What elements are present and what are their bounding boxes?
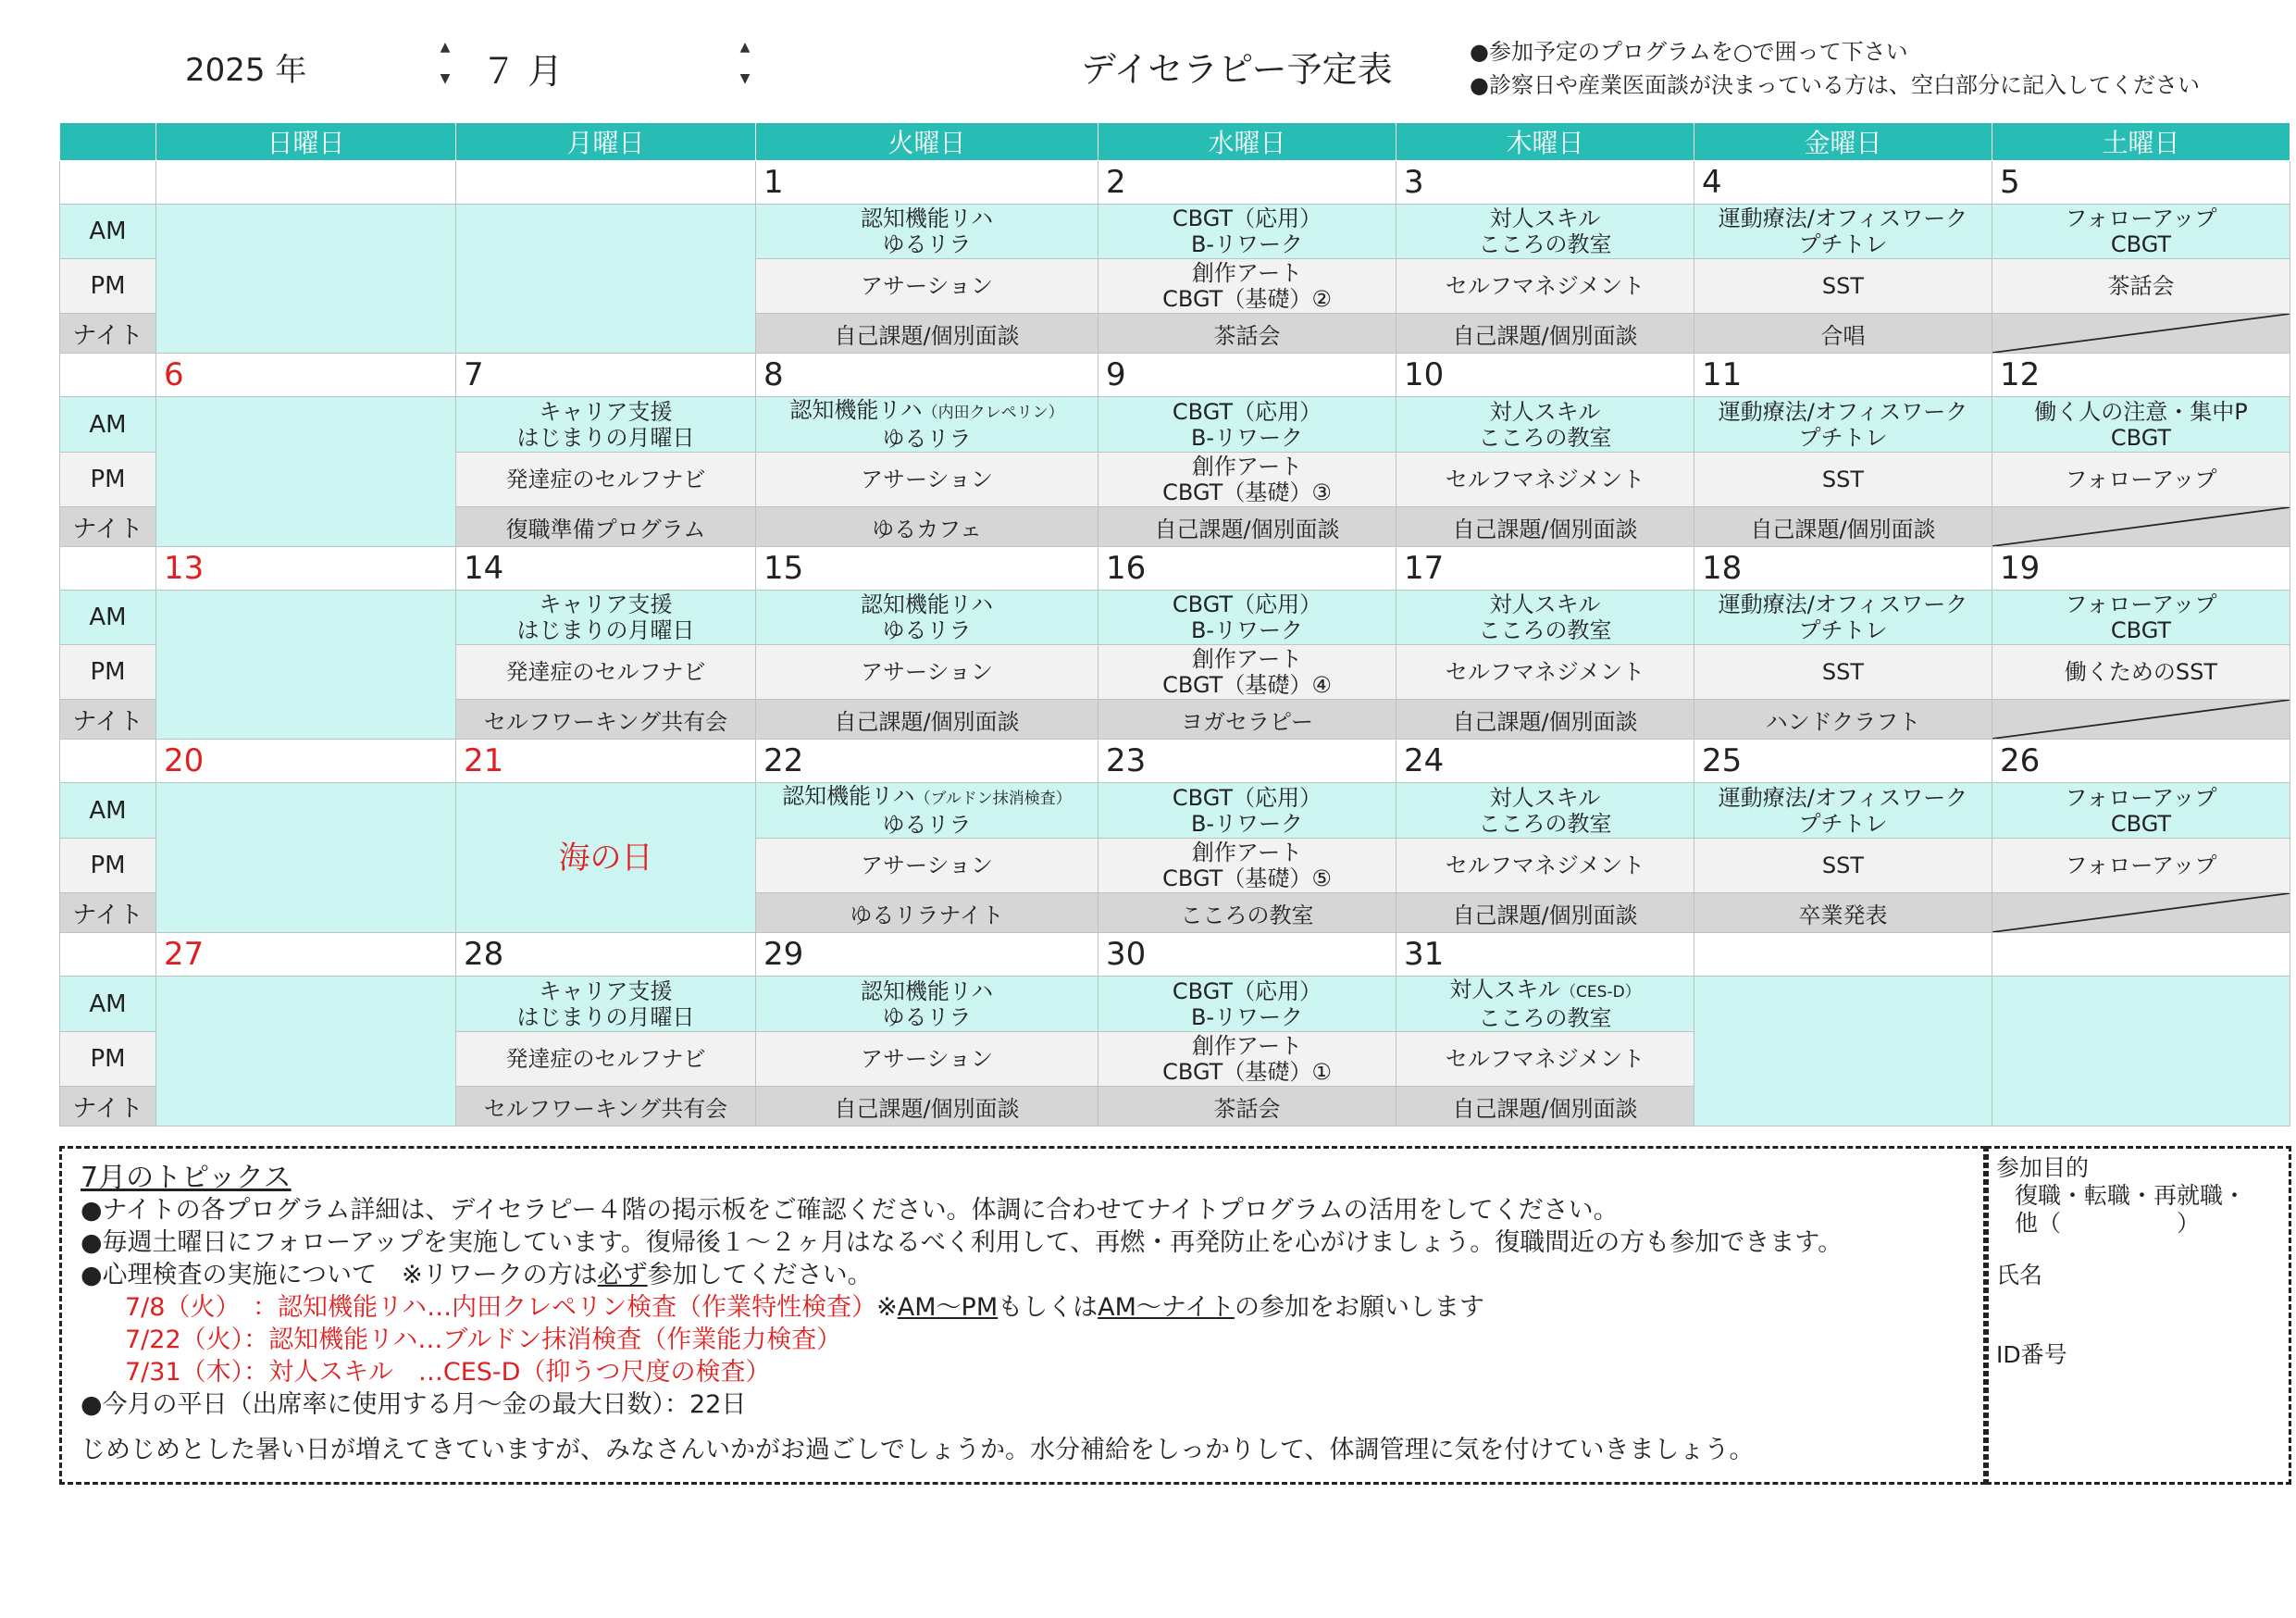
am-label: AM — [60, 591, 156, 645]
pm-tue[interactable] — [756, 259, 1098, 314]
purpose-options[interactable]: 復職・転職・再就職・ — [2015, 1182, 2247, 1209]
am-test-note: （内田クレペリン） — [922, 404, 1064, 422]
pm-thu[interactable] — [1396, 645, 1694, 700]
red1-b: ※ — [876, 1293, 898, 1322]
am-wed[interactable] — [1098, 977, 1396, 1032]
pm-program-label: アサーション — [860, 659, 994, 685]
night-thu[interactable] — [1396, 314, 1694, 354]
night-sat — [1992, 507, 2290, 547]
sunday-closed-cell — [156, 783, 456, 933]
am-program-label: キャリア支援 はじまりの月曜日 — [516, 591, 695, 643]
page-title: デイセラピー予定表 — [1081, 49, 1393, 90]
pm-program-label: セルフマネジメント — [1445, 467, 1645, 492]
pm-label: PM — [60, 1032, 156, 1087]
pm-program-label: アサーション — [860, 467, 994, 492]
am-mon[interactable] — [456, 397, 756, 453]
am-tue[interactable] — [756, 397, 1098, 453]
topic-weekdays: ●今月の平日（出席率に使用する月～金の最大日数）：22日 — [81, 1390, 747, 1419]
empty-day-cell — [1992, 977, 2290, 1126]
am-program-label: 認知機能リハ — [782, 783, 915, 809]
topic-psych-b: 必ず — [597, 1261, 648, 1289]
night-thu[interactable] — [1396, 507, 1694, 547]
sunday-closed-cell — [156, 205, 456, 354]
note-blank: ●診察日や産業医面談が決まっている方は、空白部分に記入してください — [1470, 72, 2200, 98]
pm-program-label: アサーション — [860, 1046, 994, 1072]
night-tue[interactable] — [756, 700, 1098, 740]
purpose-other[interactable]: 他（ ） — [2015, 1210, 2201, 1237]
pm-label: PM — [60, 259, 156, 314]
night-program-label: 自己課題/個別面談 — [834, 708, 1020, 735]
night-program-label: 自己課題/個別面談 — [1154, 516, 1340, 542]
pm-program-label: 発達症のセルフナビ — [505, 467, 706, 492]
am-row — [60, 783, 2290, 839]
pm-mon[interactable] — [456, 1032, 756, 1087]
am-program-label: キャリア支援 はじまりの月曜日 — [516, 398, 695, 451]
pm-thu[interactable] — [1396, 1032, 1694, 1087]
am-program-label: 対人スキル こころの教室 — [1478, 591, 1612, 643]
date-label-cell — [60, 740, 156, 783]
am-program-label: 対人スキル こころの教室 — [1478, 784, 1612, 837]
date-fri — [1694, 933, 1992, 977]
pm-tue[interactable] — [756, 1032, 1098, 1087]
date-row — [60, 547, 2290, 591]
night-program-label: セルフワーキング共有会 — [483, 708, 728, 735]
night-tue[interactable] — [756, 1087, 1098, 1126]
date-sat: 19 — [1992, 547, 2290, 591]
night-mon[interactable] — [456, 700, 756, 740]
night-label: ナイト — [60, 314, 156, 354]
am-sat[interactable] — [1992, 591, 2290, 645]
pm-program-label: 創作アート CBGT（基礎）④ — [1162, 646, 1332, 698]
pm-label: PM — [60, 839, 156, 893]
am-test-note: （ブルドン抹消検査） — [914, 790, 1072, 808]
am-label: AM — [60, 205, 156, 259]
am-program-label: CBGT（応用） B-リワーク — [1172, 205, 1322, 257]
am-program-label: 運動療法/オフィスワーク プチトレ — [1718, 205, 1968, 257]
pm-program-label: セルフマネジメント — [1445, 659, 1645, 685]
date-sun: 13 — [156, 547, 456, 591]
am-program-label: 認知機能リハ ゆるリラ — [860, 977, 994, 1030]
am-thu[interactable] — [1396, 591, 1694, 645]
pm-program-label: SST — [1821, 853, 1865, 878]
pm-sat[interactable] — [1992, 453, 2290, 507]
date-label-cell — [60, 354, 156, 397]
pm-program-label: 発達症のセルフナビ — [505, 659, 706, 685]
night-sat — [1992, 893, 2290, 933]
am-program-label: CBGT（応用） B-リワーク — [1172, 977, 1322, 1030]
page-header — [0, 0, 2296, 120]
weekday-fri: 金曜日 — [1694, 123, 1992, 161]
pm-program-label: 発達症のセルフナビ — [505, 1046, 706, 1072]
date-label-cell — [60, 161, 156, 205]
am-sat[interactable] — [1992, 397, 2290, 453]
night-program-label: ヨガセラピー — [1180, 708, 1314, 735]
pm-thu[interactable] — [1396, 259, 1694, 314]
unavailable-slash-icon — [1992, 700, 2290, 739]
am-program-label: CBGT（応用） B-リワーク — [1172, 398, 1322, 451]
date-sun — [156, 161, 456, 205]
am-fri[interactable] — [1694, 205, 1992, 259]
night-program-label: 茶話会 — [1213, 1095, 1281, 1122]
am-label: AM — [60, 783, 156, 839]
topic-red-2: 7/22（火）：認知機能リハ…ブルドン抹消検査（作業能力検査） — [125, 1326, 842, 1354]
date-wed: 2 — [1098, 161, 1396, 205]
am-program-sub: こころの教室 — [1478, 1005, 1612, 1031]
sunday-closed-cell — [156, 397, 456, 547]
pm-program-label: アサーション — [860, 273, 994, 299]
topics-heading: 7月のトピックス — [81, 1162, 292, 1194]
pm-fri[interactable] — [1694, 839, 1992, 893]
pm-fri[interactable] — [1694, 645, 1992, 700]
am-program-label: 対人スキル こころの教室 — [1478, 205, 1612, 257]
am-program-label: 運動療法/オフィスワーク プチトレ — [1718, 591, 1968, 643]
am-cell-line — [756, 783, 1098, 812]
red1-e: AM～ナイト — [1098, 1293, 1235, 1322]
pm-program-label: SST — [1821, 659, 1865, 685]
am-row — [60, 397, 2290, 453]
am-tue[interactable] — [756, 783, 1098, 839]
pm-label: PM — [60, 453, 156, 507]
red1-d: もしくは — [998, 1293, 1098, 1322]
unavailable-slash-icon — [1992, 507, 2290, 546]
night-wed[interactable] — [1098, 507, 1396, 547]
pm-program-label: 創作アート CBGT（基礎）⑤ — [1162, 840, 1332, 891]
pm-sat[interactable] — [1992, 259, 2290, 314]
date-tue: 8 — [756, 354, 1098, 397]
month-down-icon[interactable]: ▼ — [739, 71, 751, 86]
date-wed: 30 — [1098, 933, 1396, 977]
am-program-sub: ゆるリラ — [882, 812, 972, 838]
participant-box — [1986, 1146, 2291, 1485]
am-program-label: キャリア支援 はじまりの月曜日 — [516, 977, 695, 1030]
am-program-label: フォローアップ CBGT — [2065, 591, 2217, 643]
weekday-tue: 火曜日 — [756, 123, 1098, 161]
date-fri: 4 — [1694, 161, 1992, 205]
am-cell-line — [1396, 977, 1694, 1005]
date-row — [60, 354, 2290, 397]
date-wed: 16 — [1098, 547, 1396, 591]
topic-red-3: 7/31（木）：対人スキル …CES-D（抑うつ尺度の検査） — [125, 1358, 771, 1387]
night-wed[interactable] — [1098, 893, 1396, 933]
night-program-label: 自己課題/個別面談 — [1452, 708, 1638, 735]
date-tue: 22 — [756, 740, 1098, 783]
am-mon[interactable] — [456, 591, 756, 645]
am-row — [60, 591, 2290, 645]
date-label-cell — [60, 547, 156, 591]
am-thu[interactable] — [1396, 783, 1694, 839]
am-label: AM — [60, 397, 156, 453]
night-program-label: ゆるカフェ — [872, 516, 982, 542]
weekday-wed: 水曜日 — [1098, 123, 1396, 161]
pm-program-label: フォローアップ — [2065, 853, 2217, 878]
date-thu: 10 — [1396, 354, 1694, 397]
sunday-closed-cell — [156, 977, 456, 1126]
am-program-label: 認知機能リハ — [789, 397, 923, 423]
am-fri[interactable] — [1694, 397, 1992, 453]
topic-greeting: じめじめとした暑い日が増えてきていますが、みなさんいかがお過ごしでしょうか。水分補給をしっかりして、体調管理に気を付けていきましょう。 — [81, 1436, 1755, 1464]
month-spinner[interactable] — [735, 33, 755, 96]
date-sat: 26 — [1992, 740, 2290, 783]
date-sat — [1992, 933, 2290, 977]
date-wed: 23 — [1098, 740, 1396, 783]
night-fri[interactable] — [1694, 893, 1992, 933]
am-program-label: 認知機能リハ ゆるリラ — [860, 205, 994, 257]
topic-red-1 — [81, 1291, 1965, 1324]
am-wed[interactable] — [1098, 205, 1396, 259]
topic-psych-a: ●心理検査の実施について ※リワークの方は — [81, 1261, 598, 1289]
night-mon[interactable] — [456, 1087, 756, 1126]
pm-fri[interactable] — [1694, 259, 1992, 314]
pm-wed[interactable] — [1098, 259, 1396, 314]
am-fri[interactable] — [1694, 783, 1992, 839]
night-label: ナイト — [60, 893, 156, 933]
date-mon — [456, 161, 756, 205]
pm-program-label: セルフマネジメント — [1445, 1046, 1645, 1072]
am-tue[interactable] — [756, 205, 1098, 259]
pm-fri[interactable] — [1694, 453, 1992, 507]
pm-wed[interactable] — [1098, 1032, 1396, 1087]
pm-program-label: SST — [1821, 467, 1865, 492]
topic-psych-test — [81, 1259, 1965, 1291]
pm-program-label: 働くためのSST — [2064, 659, 2218, 685]
night-program-label: 復職準備プログラム — [505, 516, 706, 542]
red1-a: 7/8（火） ：認知機能リハ…内田クレペリン検査（作業特性検査） — [125, 1293, 877, 1322]
date-mon: 21 — [456, 740, 756, 783]
am-program-label: フォローアップ CBGT — [2065, 784, 2217, 837]
night-wed[interactable] — [1098, 700, 1396, 740]
pm-tue[interactable] — [756, 453, 1098, 507]
pm-program-label: フォローアップ — [2065, 467, 2217, 492]
night-fri[interactable] — [1694, 507, 1992, 547]
pm-program-label: 茶話会 — [2107, 273, 2175, 299]
date-sun: 27 — [156, 933, 456, 977]
weekday-sun: 日曜日 — [156, 123, 456, 161]
date-tue: 1 — [756, 161, 1098, 205]
date-mon: 14 — [456, 547, 756, 591]
date-fri: 25 — [1694, 740, 1992, 783]
am-label: AM — [60, 977, 156, 1032]
date-wed: 9 — [1098, 354, 1396, 397]
am-thu[interactable] — [1396, 397, 1694, 453]
night-label: ナイト — [60, 507, 156, 547]
pm-wed[interactable] — [1098, 645, 1396, 700]
pm-tue[interactable] — [756, 839, 1098, 893]
red1-c: AM～PM — [897, 1293, 999, 1322]
year-spinner[interactable] — [435, 33, 455, 96]
pm-sat[interactable] — [1992, 645, 2290, 700]
weekday-header-row — [60, 123, 2290, 161]
pm-program-label: 創作アート CBGT（基礎）③ — [1162, 454, 1332, 505]
am-sat[interactable] — [1992, 783, 2290, 839]
night-tue[interactable] — [756, 314, 1098, 354]
night-program-label: 卒業発表 — [1798, 902, 1888, 928]
night-program-label: こころの教室 — [1180, 902, 1314, 928]
year-down-icon[interactable]: ▼ — [440, 71, 451, 86]
month-value: ７ 月 — [481, 51, 564, 92]
pm-thu[interactable] — [1396, 453, 1694, 507]
pm-mon[interactable] — [456, 645, 756, 700]
pm-program-label: 創作アート CBGT（基礎）① — [1162, 1033, 1332, 1085]
pm-program-label: セルフマネジメント — [1445, 273, 1645, 299]
date-thu: 24 — [1396, 740, 1694, 783]
pm-sat[interactable] — [1992, 839, 2290, 893]
pm-wed[interactable] — [1098, 453, 1396, 507]
night-thu[interactable] — [1396, 700, 1694, 740]
am-row — [60, 977, 2290, 1032]
schedule-calendar — [59, 122, 2290, 1126]
pm-program-label: 創作アート CBGT（基礎）② — [1162, 260, 1332, 312]
name-label: 氏名 — [1996, 1262, 2043, 1288]
date-row — [60, 161, 2290, 205]
unavailable-slash-icon — [1992, 893, 2290, 932]
am-program-label: 働く人の注意・集中P CBGT — [2034, 398, 2248, 451]
topic-followup: ●毎週土曜日にフォローアップを実施しています。復帰後１～２ヶ月はなるべく利用して、再燃・再発防止を心がけましょう。復職間近の方も参加できます。 — [81, 1228, 1843, 1257]
night-program-label: ゆるリラナイト — [850, 902, 1004, 928]
pm-mon[interactable] — [456, 453, 756, 507]
month-up-icon[interactable]: ▲ — [739, 40, 751, 55]
am-program-label: 運動療法/オフィスワーク プチトレ — [1718, 784, 1968, 837]
pm-program-label: セルフマネジメント — [1445, 853, 1645, 878]
night-sat — [1992, 700, 2290, 740]
date-sat: 5 — [1992, 161, 2290, 205]
night-fri[interactable] — [1694, 700, 1992, 740]
holiday-cell: 海の日 — [456, 783, 756, 933]
night-program-label: 自己課題/個別面談 — [834, 322, 1020, 349]
night-thu[interactable] — [1396, 1087, 1694, 1126]
date-fri: 11 — [1694, 354, 1992, 397]
header-corner — [60, 123, 156, 161]
am-row — [60, 205, 2290, 259]
night-program-label: 茶話会 — [1213, 322, 1281, 349]
am-program-label: 対人スキル こころの教室 — [1478, 398, 1612, 451]
night-tue[interactable] — [756, 507, 1098, 547]
night-sat — [1992, 314, 2290, 354]
weekday-mon: 月曜日 — [456, 123, 756, 161]
empty-day-cell — [1694, 977, 1992, 1126]
am-program-label: CBGT（応用） B-リワーク — [1172, 591, 1322, 643]
night-thu[interactable] — [1396, 893, 1694, 933]
night-program-label: 自己課題/個別面談 — [1452, 516, 1638, 542]
am-program-label: 運動療法/オフィスワーク プチトレ — [1718, 398, 1968, 451]
pm-wed[interactable] — [1098, 839, 1396, 893]
year-value: 2025 年 — [185, 52, 307, 89]
am-test-note: （CES-D） — [1560, 983, 1641, 1002]
date-label-cell — [60, 933, 156, 977]
night-tue[interactable] — [756, 893, 1098, 933]
topics-box — [59, 1146, 1986, 1485]
pm-program-label: アサーション — [860, 853, 994, 878]
sunday-closed-cell — [156, 591, 456, 740]
am-fri[interactable] — [1694, 591, 1992, 645]
am-program-label: 対人スキル — [1449, 977, 1561, 1002]
topic-psych-c: 参加してください。 — [647, 1261, 873, 1289]
am-tue[interactable] — [756, 977, 1098, 1032]
am-program-sub: ゆるリラ — [882, 426, 972, 452]
date-row — [60, 933, 2290, 977]
pm-label: PM — [60, 645, 156, 700]
id-label: ID番号 — [1996, 1341, 2067, 1368]
am-sat[interactable] — [1992, 205, 2290, 259]
year-up-icon[interactable]: ▲ — [440, 40, 451, 55]
am-wed[interactable] — [1098, 783, 1396, 839]
night-program-label: 自己課題/個別面談 — [1750, 516, 1936, 542]
am-wed[interactable] — [1098, 591, 1396, 645]
date-mon: 7 — [456, 354, 756, 397]
night-wed[interactable] — [1098, 1087, 1396, 1126]
purpose-label: 参加目的 — [1996, 1154, 2090, 1181]
date-sat: 12 — [1992, 354, 2290, 397]
date-mon: 28 — [456, 933, 756, 977]
night-program-label: 自己課題/個別面談 — [834, 1095, 1020, 1122]
am-program-label: CBGT（応用） B-リワーク — [1172, 784, 1322, 837]
pm-thu[interactable] — [1396, 839, 1694, 893]
am-cell-line — [756, 397, 1098, 426]
unavailable-slash-icon — [1992, 314, 2290, 353]
night-program-label: 合唱 — [1820, 322, 1866, 349]
header-notes — [1470, 35, 2200, 102]
night-program-label: セルフワーキング共有会 — [483, 1095, 728, 1122]
pm-program-label: SST — [1821, 273, 1865, 299]
am-program-label: フォローアップ CBGT — [2065, 205, 2217, 257]
am-tue[interactable] — [756, 591, 1098, 645]
am-wed[interactable] — [1098, 397, 1396, 453]
am-thu[interactable] — [1396, 205, 1694, 259]
date-thu: 3 — [1396, 161, 1694, 205]
date-sun: 20 — [156, 740, 456, 783]
date-thu: 31 — [1396, 933, 1694, 977]
note-circle: ●参加予定のプログラムを○で囲って下さい — [1470, 39, 1908, 65]
am-thu[interactable] — [1396, 977, 1694, 1032]
night-label: ナイト — [60, 700, 156, 740]
night-program-label: 自己課題/個別面談 — [1452, 1095, 1638, 1122]
night-program-label: ハンドクラフト — [1765, 708, 1921, 735]
topic-night: ●ナイトの各プログラム詳細は、デイセラピー４階の掲示板をご確認ください。体調に合わせてナイトプログラムの活用をしてください。 — [81, 1196, 1619, 1225]
weekday-thu: 木曜日 — [1396, 123, 1694, 161]
pm-tue[interactable] — [756, 645, 1098, 700]
night-program-label: 自己課題/個別面談 — [1452, 322, 1638, 349]
date-sun: 6 — [156, 354, 456, 397]
weekday-sat: 土曜日 — [1992, 123, 2290, 161]
date-thu: 17 — [1396, 547, 1694, 591]
am-program-label: 認知機能リハ ゆるリラ — [860, 591, 994, 643]
date-fri: 18 — [1694, 547, 1992, 591]
am-mon[interactable] — [456, 977, 756, 1032]
date-row — [60, 740, 2290, 783]
empty-day-cell — [456, 205, 756, 354]
night-program-label: 自己課題/個別面談 — [1452, 902, 1638, 928]
night-label: ナイト — [60, 1087, 156, 1126]
night-mon[interactable] — [456, 507, 756, 547]
night-wed[interactable] — [1098, 314, 1396, 354]
night-fri[interactable] — [1694, 314, 1992, 354]
date-tue: 29 — [756, 933, 1098, 977]
date-tue: 15 — [756, 547, 1098, 591]
red1-f: の参加をお願いします — [1235, 1293, 1485, 1322]
